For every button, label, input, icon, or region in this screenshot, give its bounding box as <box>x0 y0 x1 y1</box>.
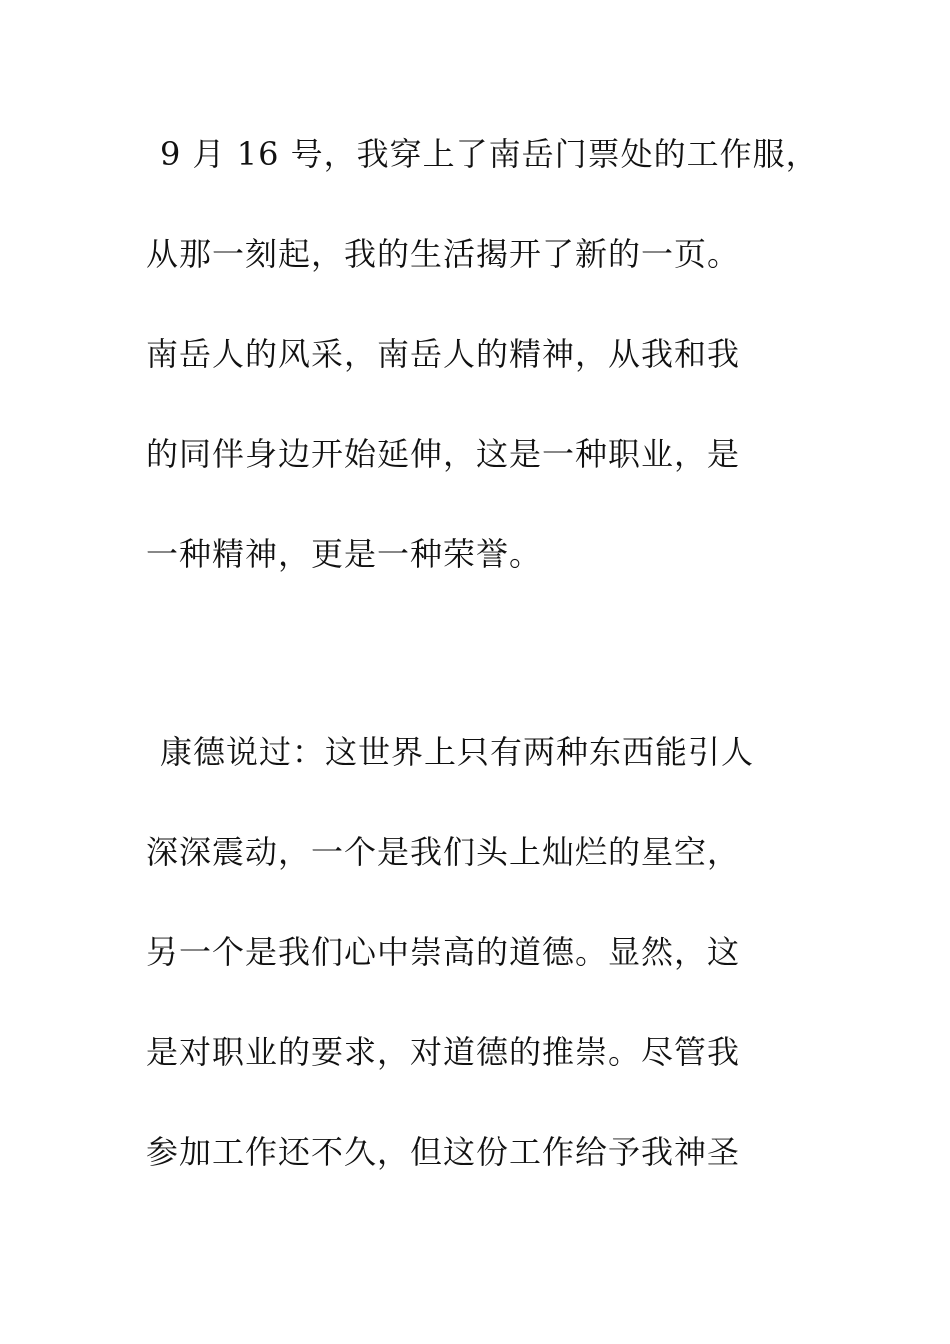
paragraph-line: 是对职业的要求，对道德的推崇。尽管我 <box>146 1033 741 1071</box>
paragraph-line: 9 月 16 号，我穿上了南岳门票处的工作服， <box>160 135 819 173</box>
paragraph-line: 深深震动，一个是我们头上灿烂的星空， <box>146 833 741 871</box>
paragraph-line: 一种精神，更是一种荣誉。 <box>146 535 543 573</box>
paragraph-line: 从那一刻起，我的生活揭开了新的一页。 <box>146 235 741 273</box>
paragraph-line: 康德说过：这世界上只有两种东西能引人 <box>160 733 755 771</box>
paragraph-line: 另一个是我们心中崇高的道德。显然，这 <box>146 933 741 971</box>
paragraph-line: 南岳人的风采，南岳人的精神，从我和我 <box>146 335 741 373</box>
paragraph-2 <box>146 732 826 1232</box>
paragraph-line: 参加工作还不久，但这份工作给予我神圣 <box>146 1133 741 1171</box>
paragraph-line: 的同伴身边开始延伸，这是一种职业，是 <box>146 435 741 473</box>
paragraph-1 <box>146 134 826 634</box>
